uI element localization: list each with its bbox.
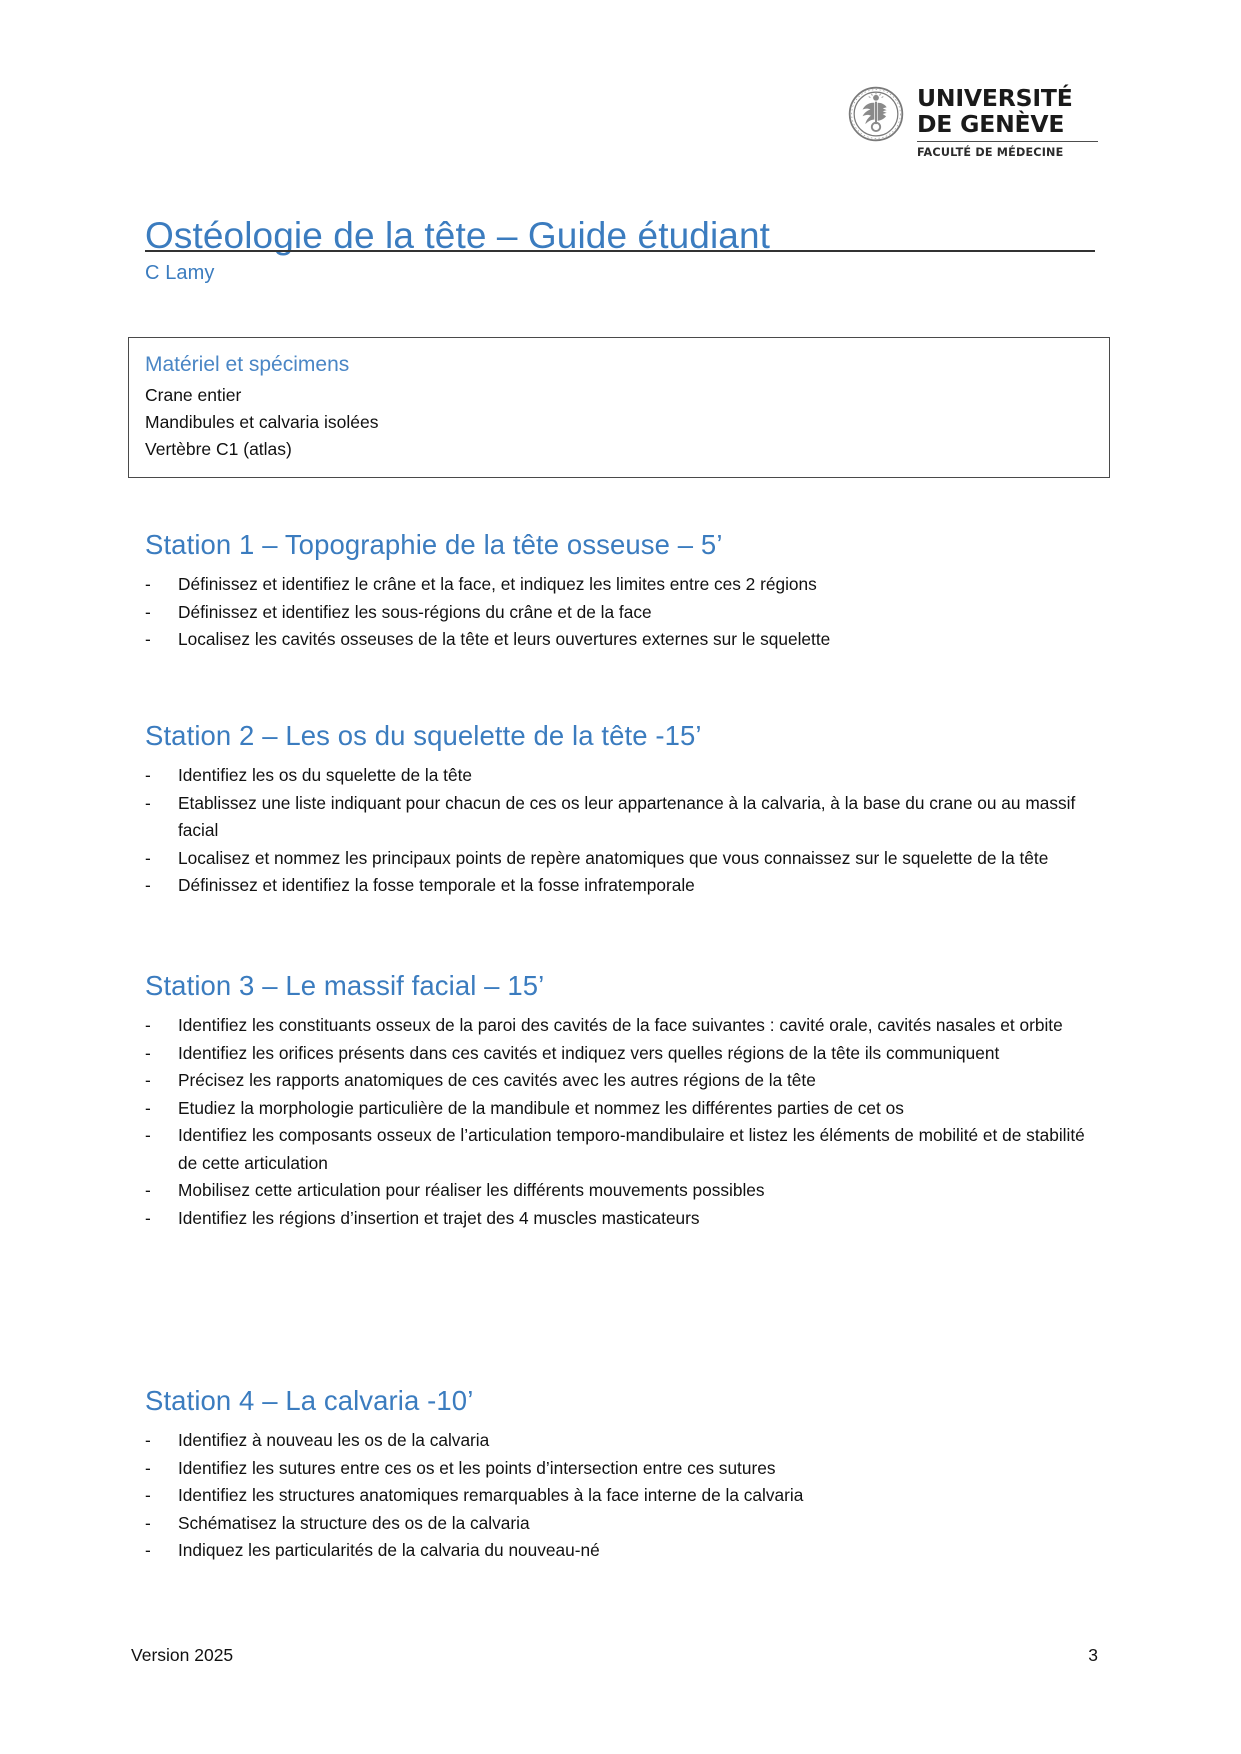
logo-line-geneve: DE GENÈVE [917,110,1065,138]
list-item [145,1177,1105,1205]
bullet-dash: - [145,574,151,594]
bullet-dash: - [145,1540,151,1560]
list-item-text: Localisez les cavités osseuses de la tête et leurs ouvertures externes sur le squelette [178,629,831,649]
list-item-text: Définissez et identifiez le crâne et la face, et indiquez les limites entre ces 2 régions [178,574,817,594]
bullet-dash: - [145,847,151,868]
logo-line-universite: UNIVERSITÉ [917,84,1073,112]
bullet-dash: - [145,1430,151,1450]
bullet-dash: - [145,1457,151,1478]
list-item-text: Etudiez la morphologie particulière de la mandibule et nommez les différentes parties de cet os [178,1097,904,1118]
bullet-dash: - [145,875,151,895]
list-item-text: Localisez et nommez les principaux points de repère anatomiques que vous connaissez sur le squelette de la tête [178,847,1049,868]
bullet-dash: - [145,601,151,622]
list-item [145,872,1105,900]
station-2-bullet-list [145,762,1105,900]
list-item-text: Identifiez les sutures entre ces os et les points d’intersection entre ces sutures [178,1457,776,1478]
list-item [145,1012,1105,1040]
list-item-text: Identifiez à nouveau les os de la calvaria [178,1430,490,1450]
list-item-text: Définissez et identifiez la fosse temporale et la fosse infratemporale [178,875,695,895]
station-section-3 [145,968,1105,1232]
list-item [145,790,1105,845]
list-item-text: Mobilisez cette articulation pour réaliser les différents mouvements possibles [178,1180,765,1200]
list-item [145,845,1105,873]
station-3-bullet-list [145,1012,1105,1232]
list-item [145,762,1105,790]
material-and-specimens-box [128,337,1110,478]
station-2-heading: Station 2 – Les os du squelette de la tête -15’ [145,720,702,751]
list-item-text: Identifiez les constituants osseux de la paroi des cavités de la face suivantes : cavité orale, cavités nasales et orbite [178,1015,1063,1035]
station-4-bullet-list [145,1427,1105,1565]
station-1-heading: Station 1 – Topographie de la tête osseuse – 5’ [145,529,723,560]
bullet-dash: - [145,765,151,785]
station-section-4 [145,1383,1105,1565]
list-item [145,1510,1105,1538]
list-item [145,1482,1105,1510]
page-title: Ostéologie de la tête – Guide étudiant [145,214,771,256]
bullet-dash: - [145,1125,151,1145]
list-item [145,1205,1105,1233]
list-item [145,1455,1105,1483]
list-item [145,1095,1105,1123]
station-section-2 [145,718,1105,900]
list-item [145,1537,1105,1565]
footer-page-number: 3 [1088,1645,1098,1665]
bullet-dash: - [145,1485,151,1505]
bullet-dash: - [145,629,151,649]
list-item [145,571,1105,599]
list-item [145,1067,1105,1095]
list-item-text: Identifiez les structures anatomiques remarquables à la face interne de la calvaria [178,1485,804,1505]
material-box-title: Matériel et spécimens [145,353,350,376]
list-item [145,626,1105,654]
list-item-text: Identifiez les régions d’insertion et trajet des 4 muscles masticateurs [178,1207,700,1228]
title-divider [145,250,1095,252]
bullet-dash: - [145,1207,151,1228]
station-section-1 [145,527,1105,654]
list-item-text: Définissez et identifiez les sous-régions du crâne et de la face [178,601,652,622]
station-1-bullet-list [145,571,1105,654]
station-4-heading: Station 4 – La calvaria -10’ [145,1385,474,1416]
list-item-text: Indiquez les particularités de la calvaria du nouveau-né [178,1540,600,1560]
list-item-text: Schématisez la structure des os de la calvaria [178,1512,530,1533]
page-footer [131,1645,1098,1666]
bullet-dash: - [145,1070,151,1090]
bullet-dash: - [145,1015,151,1035]
list-item-text: Etablissez une liste indiquant pour chacun de ces os leur appartenance à la calvaria, à la base du crane ou au massif facial [178,792,1076,840]
material-item: Mandibules et calvaria isolées [145,412,379,432]
logo-divider [917,141,1098,142]
footer-version: Version 2025 [131,1645,234,1665]
uni-geneve-seal-icon [848,86,904,142]
logo-faculty: FACULTÉ DE MÉDECINE [917,146,1064,159]
station-3-heading: Station 3 – Le massif facial – 15’ [145,970,545,1001]
list-item [145,1122,1105,1177]
list-item [145,1040,1105,1068]
document-author: C Lamy [145,262,215,284]
list-item-text: Identifiez les os du squelette de la tête [178,765,472,785]
material-item: Vertèbre C1 (atlas) [145,439,292,459]
bullet-dash: - [145,1042,151,1063]
list-item-text: Précisez les rapports anatomiques de ces cavités avec les autres régions de la tête [178,1070,816,1090]
list-item-text: Identifiez les composants osseux de l’articulation temporo-mandibulaire et listez les éléments de mobilité et de stabilité de cette articulation [178,1125,1085,1173]
list-item-text: Identifiez les orifices présents dans ces cavités et indiquez vers quelles régions de la tête ils communiquent [178,1042,1000,1063]
bullet-dash: - [145,1512,151,1533]
bullet-dash: - [145,792,151,813]
bullet-dash: - [145,1097,151,1118]
bullet-dash: - [145,1180,151,1200]
list-item [145,599,1105,627]
university-logo [848,84,1098,159]
material-item: Crane entier [145,385,242,405]
list-item [145,1427,1105,1455]
